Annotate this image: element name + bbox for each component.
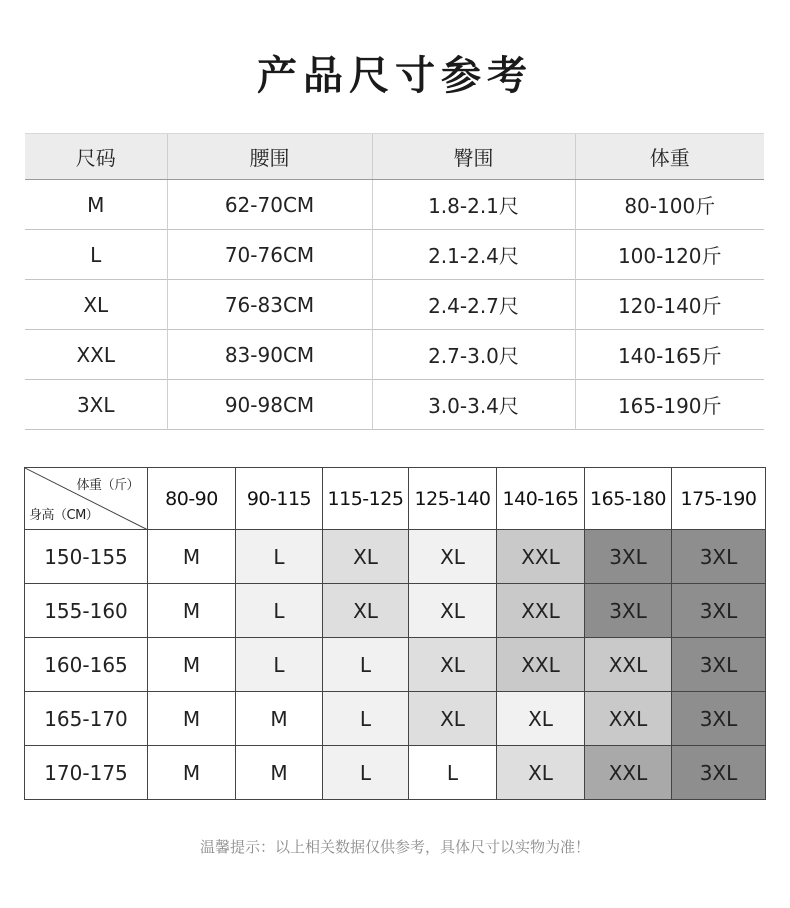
size-cell: XL [497,746,585,800]
size-cell: L [236,584,323,638]
size-cell: M [236,692,323,746]
header-weight: 体重 [575,134,764,180]
size-cell: XXL [497,584,585,638]
size-cell: L [323,746,409,800]
size-cell: XL [409,584,497,638]
cell-hip: 2.1-2.4尺 [372,230,575,280]
size-cell: M [236,746,323,800]
size-cell: L [323,692,409,746]
size-cell: XXL [585,692,672,746]
size-cell: M [148,692,236,746]
size-cell: M [148,638,236,692]
height-weight-size-matrix [24,467,766,800]
cell-waist: 90-98CM [167,380,372,430]
size-cell: XXL [497,638,585,692]
table-row [25,280,764,330]
table-row [25,380,764,430]
page-title: 产品尺寸参考 [257,53,533,99]
size-cell: 3XL [672,584,766,638]
corner-weight-label: 体重（斤） [76,478,139,493]
size-cell: XL [409,692,497,746]
header-size: 尺码 [25,134,167,180]
cell-weight: 100-120斤 [575,230,764,280]
size-cell: L [323,638,409,692]
height-row-header: 160-165 [25,638,148,692]
table-row [25,638,766,692]
cell-waist: 70-76CM [167,230,372,280]
table-row [25,530,766,584]
size-cell: L [236,530,323,584]
size-cell: XXL [585,638,672,692]
cell-waist: 83-90CM [167,330,372,380]
size-cell: 3XL [585,530,672,584]
weight-col-header: 80-90 [148,468,236,530]
cell-size: M [87,192,105,217]
table-row [25,330,764,380]
table-row [25,230,764,280]
height-row-header: 155-160 [25,584,148,638]
size-cell: M [148,584,236,638]
size-cell: L [236,638,323,692]
size-cell: 3XL [672,530,766,584]
size-cell: XL [323,530,409,584]
size-cell: 3XL [672,746,766,800]
cell-size: 3XL [76,392,115,417]
cell-size: XL [83,292,109,317]
table-row [25,746,766,800]
cell-weight: 120-140斤 [575,280,764,330]
weight-col-header: 125-140 [409,468,497,530]
weight-col-header: 165-180 [585,468,672,530]
height-row-header: 170-175 [25,746,148,800]
cell-waist: 62-70CM [167,180,372,230]
weight-col-header: 115-125 [323,468,409,530]
size-spec-header-row [25,134,764,180]
cell-hip: 3.0-3.4尺 [372,380,575,430]
cell-weight: 140-165斤 [575,330,764,380]
size-cell: M [148,746,236,800]
size-cell: XL [409,530,497,584]
size-spec-table [25,133,764,430]
matrix-corner-cell [25,468,148,530]
size-cell: XXL [585,746,672,800]
table-row [25,692,766,746]
cell-hip: 2.4-2.7尺 [372,280,575,330]
size-cell: 3XL [585,584,672,638]
weight-col-header: 90-115 [236,468,323,530]
cell-weight: 80-100斤 [575,180,764,230]
header-hip: 臀围 [372,134,575,180]
height-row-header: 150-155 [25,530,148,584]
cell-waist: 76-83CM [167,280,372,330]
cell-size: XXL [76,342,116,367]
disclaimer-note: 温馨提示：以上相关数据仅供参考，具体尺寸以实物为准！ [199,838,590,856]
height-row-header: 165-170 [25,692,148,746]
size-cell: M [148,530,236,584]
size-cell: 3XL [672,638,766,692]
header-waist: 腰围 [167,134,372,180]
cell-hip: 1.8-2.1尺 [372,180,575,230]
matrix-header-row [25,468,766,530]
size-cell: L [409,746,497,800]
cell-size: L [90,242,102,267]
table-row [25,180,764,230]
weight-col-header: 175-190 [672,468,766,530]
corner-height-label: 身高（CM） [29,508,99,523]
size-cell: XL [323,584,409,638]
table-row [25,584,766,638]
cell-hip: 2.7-3.0尺 [372,330,575,380]
cell-weight: 165-190斤 [575,380,764,430]
size-cell: XL [497,692,585,746]
weight-col-header: 140-165 [497,468,585,530]
size-cell: XL [409,638,497,692]
size-cell: 3XL [672,692,766,746]
size-cell: XXL [497,530,585,584]
